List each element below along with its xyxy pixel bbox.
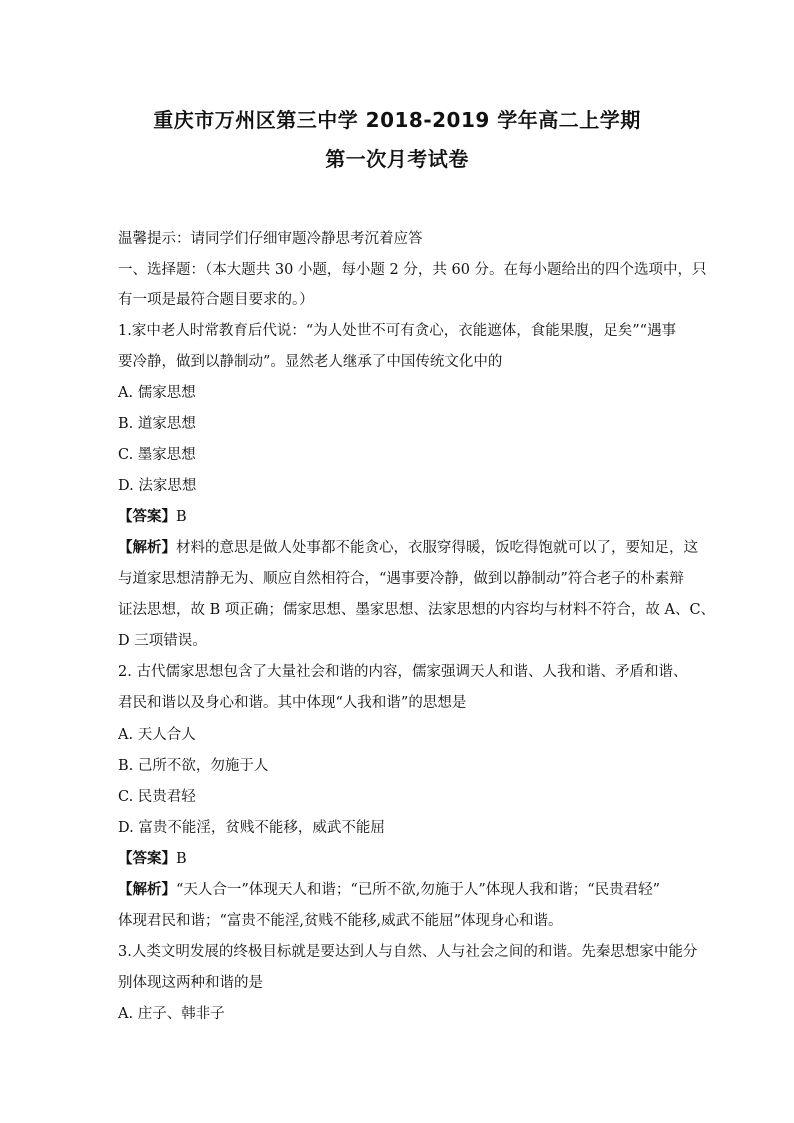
question-1-analysis-line-3: 证法思想，故 B 项正确；儒家思想、墨家思想、法家思想的内容均与材料不符合，故 A、C、 [118, 602, 716, 618]
question-1-analysis-line-2: 与道家思想清静无为、顺应自然相符合，“遇事要冷静，做到以静制动”符合老子的朴素辩 [118, 571, 684, 587]
answer-value: B [176, 851, 187, 867]
question-1-stem-line-2: 要冷静，做到以静制动”。显然老人继承了中国传统文化中的 [118, 354, 503, 370]
question-2-answer [118, 849, 187, 869]
question-3-stem-line-1: 3.人类文明发展的终极目标就是要达到人与自然、人与社会之间的和谐。先秦思想家中能分 [118, 944, 698, 960]
question-2-option-b: B. 己所不欲，勿施于人 [118, 758, 269, 774]
question-2-option-c: C. 民贵君轻 [118, 789, 196, 805]
question-2-option-a: A. 天人合人 [118, 727, 196, 743]
question-1-stem-line-1: 1.家中老人时常教育后代说：“为人处世不可有贪心，衣能遮体，食能果腹，足矣”“遇事 [118, 323, 677, 339]
analysis-label: 【解析】 [118, 540, 176, 556]
question-1-option-d: D. 法家思想 [118, 478, 197, 494]
analysis-label: 【解析】 [118, 882, 176, 898]
question-1-option-c: C. 墨家思想 [118, 447, 196, 463]
question-1-analysis-line-1 [118, 538, 698, 558]
page-subtitle: 第一次月考试卷 [325, 147, 469, 171]
section-heading-line-2: 有一项是最符合题目要求的。） [118, 292, 314, 308]
analysis-text: “天人合一”体现天人和谐；“已所不欲,勿施于人”体现人我和谐；“民贵君轻” [176, 882, 661, 898]
tip-text: 温馨提示：请同学们仔细审题冷静思考沉着应答 [118, 231, 423, 247]
question-3-stem-line-2: 别体现这两种和谐的是 [118, 975, 263, 991]
question-3-option-a: A. 庄子、韩非子 [118, 1006, 225, 1022]
section-heading-line-1: 一、选择题：（本大题共 30 小题，每小题 2 分，共 60 分。在每小题给出的四个选项中，只 [118, 262, 707, 278]
question-2-analysis-line-1 [118, 880, 660, 900]
answer-value: B [176, 509, 187, 525]
answer-label: 【答案】 [118, 509, 176, 525]
question-1-option-b: B. 道家思想 [118, 416, 196, 432]
question-1-answer [118, 507, 187, 527]
question-1-analysis-line-4: D 三项错误。 [118, 633, 207, 649]
question-2-stem-line-1: 2. 古代儒家思想包含了大量社会和谐的内容，儒家强调天人和谐、人我和谐、矛盾和谐、 [118, 664, 688, 680]
answer-label: 【答案】 [118, 851, 176, 867]
question-2-analysis-line-2: 体现君民和谐；“富贵不能淫,贫贱不能移,威武不能屈”体现身心和谐。 [118, 913, 563, 929]
page-title: 重庆市万州区第三中学 2018-2019 学年高二上学期 [153, 108, 641, 132]
question-1-option-a: A. 儒家思想 [118, 385, 196, 401]
analysis-text: 材料的意思是做人处事都不能贪心，衣服穿得暖，饭吃得饱就可以了，要知足，这 [176, 540, 698, 556]
question-2-option-d: D. 富贵不能淫，贫贱不能移，威武不能屈 [118, 820, 385, 836]
question-2-stem-line-2: 君民和谐以及身心和谐。其中体现“人我和谐”的思想是 [118, 695, 467, 711]
